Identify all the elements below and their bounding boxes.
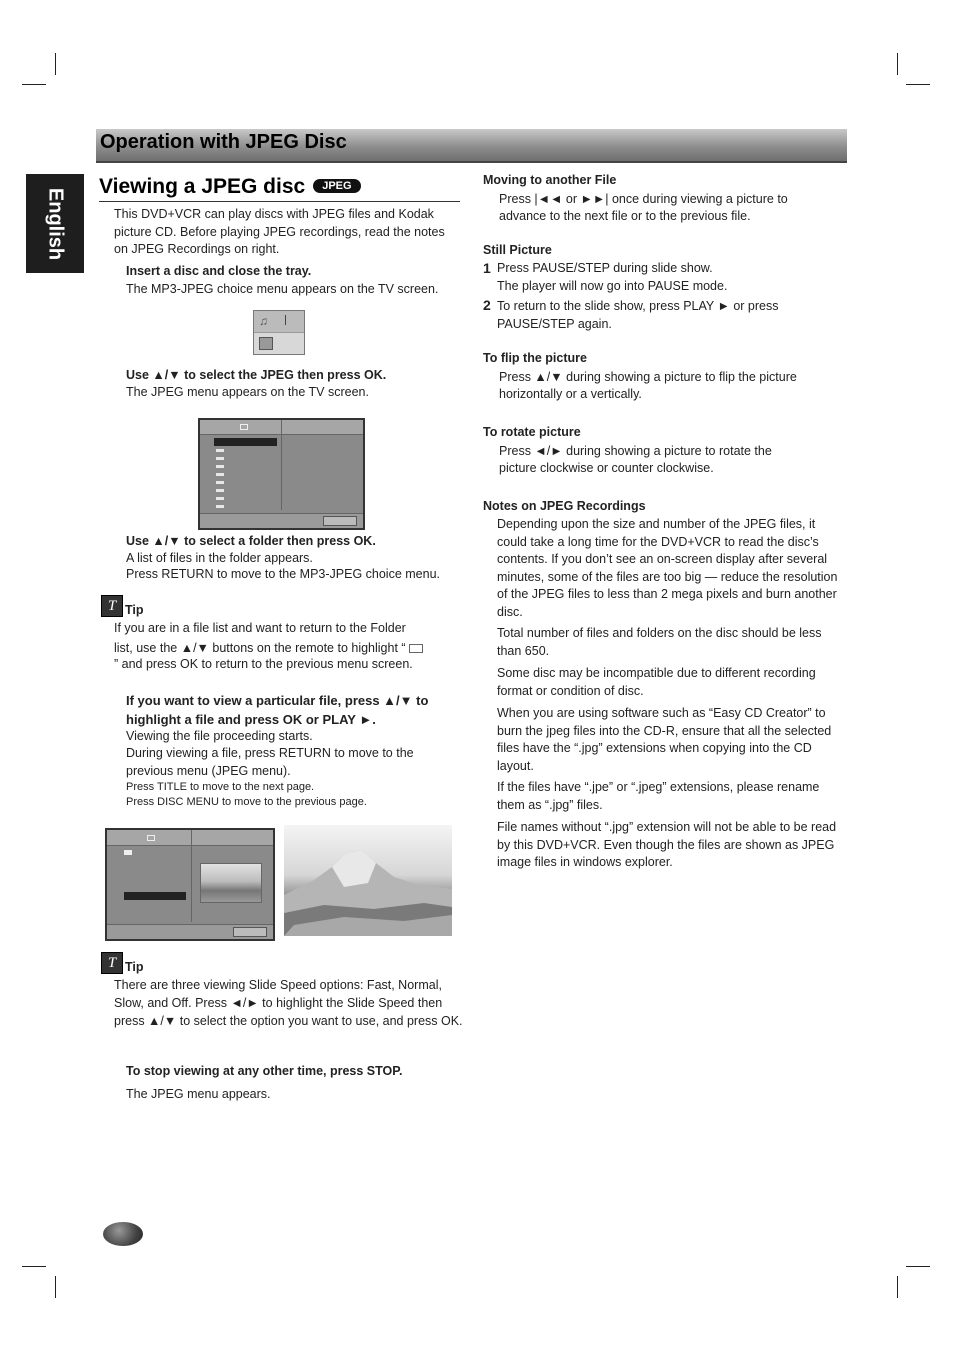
music-option-row (254, 311, 304, 333)
jpeg-badge: JPEG (313, 179, 360, 193)
preview-thumbnail (200, 863, 262, 903)
crop-mark (22, 84, 46, 85)
list-divider (281, 420, 282, 510)
rotate-title: To rotate picture (483, 425, 581, 439)
flip-title: To flip the picture (483, 351, 587, 365)
section-title-text: Viewing a JPEG disc (99, 175, 306, 198)
still-step2: To return to the slide show, press PLAY ► or press PAUSE/STEP again. (497, 299, 779, 331)
tip1-line2-text: list, use the ▲/▼ buttons on the remote to highlight “ (114, 641, 406, 655)
crop-mark (55, 1276, 56, 1298)
page-counter-box (233, 927, 267, 937)
menu-header-strip (107, 830, 273, 846)
tip2-label: Tip (125, 960, 144, 974)
note-4: When you are using software such as “Easy CD Creator” to burn the jpeg files into the CD-R, ensure that all the selected files have the “.jpg” extensions when copying into the CD layout. (497, 706, 832, 773)
list-divider (191, 830, 192, 922)
step4-title1: If you want to view a particular file, press ▲/▼ to (126, 693, 429, 708)
tip1-line3: ” and press OK to return to the previous menu screen. (114, 657, 413, 671)
notes-title: Notes on JPEG Recordings (483, 499, 646, 513)
step5-text: The JPEG menu appears. (126, 1087, 271, 1101)
folder-up-entry (124, 850, 132, 855)
photo-option-row (254, 333, 304, 354)
step4-title2: highlight a file and press OK or PLAY ►. (126, 712, 376, 727)
mountain-illustration (284, 825, 452, 936)
jpeg-menu-screen (198, 418, 365, 530)
step1-title: Insert a disc and close the tray. (126, 264, 312, 278)
still-step2-number: 2 (483, 297, 491, 313)
crop-mark (897, 1276, 898, 1298)
rotate-text: Press ◄/► during showing a picture to rotate the picture clockwise or counter clockwise. (499, 444, 772, 475)
note-5: If the files have “.jpe” or “.jpeg” extensions, please rename them as “.jpg” files. (497, 780, 820, 812)
tip1-line1: If you are in a file list and want to return to the Folder (114, 621, 406, 635)
still-step1a: Press PAUSE/STEP during slide show. (497, 261, 713, 275)
cursor-mark (285, 315, 286, 325)
tip-icon: T (101, 952, 123, 974)
still-step1b: The player will now go into PAUSE mode. (497, 279, 728, 293)
section-title (99, 175, 361, 199)
file-list-screen (105, 828, 275, 941)
crop-mark (906, 84, 930, 85)
step3-text1: A list of files in the folder appears. (126, 551, 313, 565)
step4-text2: During viewing a file, press RETURN to move to the previous menu (JPEG menu). (126, 746, 414, 778)
step4-text1: Viewing the file proceeding starts. (126, 729, 313, 743)
selected-row (214, 438, 277, 446)
tip1-label: Tip (125, 603, 144, 617)
step5-title: To stop viewing at any other time, press STOP. (126, 1064, 403, 1078)
still-step1-number: 1 (483, 260, 491, 276)
language-tab (26, 174, 84, 273)
language-tab-label: English (44, 187, 67, 260)
mp3-jpeg-choice-menu (253, 310, 305, 355)
still-title: Still Picture (483, 243, 552, 257)
note-3: Some disc may be incompatible due to different recording format or condition of disc. (497, 666, 816, 698)
step3-text2: Press RETURN to move to the MP3-JPEG choice menu. (126, 567, 440, 581)
page-counter-box (323, 516, 357, 526)
folder-icon (240, 424, 248, 430)
tip2-text: There are three viewing Slide Speed options: Fast, Normal, Slow, and Off. Press ◄/► to highlight the Slide Speed then press ▲/▼ to select the option you want to use, and press OK. (114, 978, 463, 1028)
crop-mark (55, 53, 56, 75)
folder-up-icon (409, 644, 423, 653)
moving-title: Moving to another File (483, 173, 617, 187)
folder-icon (147, 835, 155, 841)
landscape-photo (284, 825, 452, 936)
selected-file-row (124, 892, 186, 900)
section-divider (99, 201, 460, 202)
note-1: Depending upon the size and number of the JPEG files, it could take a long time for the DVD+VCR to read the disc’s contents. If you don’t see an on-screen display after several minutes, some of the files are too big — reduce the resolution of the JPEG files to less than 2 mega pixels and burn another disc. (497, 517, 838, 619)
crop-mark (897, 53, 898, 75)
flip-text: Press ▲/▼ during showing a picture to flip the picture horizontally or a vertically. (499, 370, 797, 401)
crop-mark (22, 1266, 46, 1267)
step2-text: The JPEG menu appears on the TV screen. (126, 385, 369, 399)
step3-title: Use ▲/▼ to select a folder then press OK. (126, 534, 376, 548)
tip1-line2 (114, 640, 423, 658)
tip-icon: T (101, 595, 123, 617)
step2-title: Use ▲/▼ to select the JPEG then press OK. (126, 368, 387, 382)
step1-text: The MP3-JPEG choice menu appears on the TV screen. (126, 282, 439, 296)
intro-text: This DVD+VCR can play discs with JPEG files and Kodak picture CD. Before playing JPEG recordings, read the notes on JPEG Recordings on right. (114, 207, 445, 256)
page-number-oval (103, 1222, 143, 1246)
step4-small1: Press TITLE to move to the next page. (126, 781, 315, 793)
crop-mark (906, 1266, 930, 1267)
step4-small2: Press DISC MENU to move to the previous page. (126, 796, 367, 808)
music-note-icon: ♫ (259, 314, 268, 328)
photo-icon (259, 337, 273, 350)
note-6: File names without “.jpg” extension will not be able to be read by this DVD+VCR. Even though the files are shown as JPEG image files in windows explorer. (497, 820, 837, 869)
page-title: Operation with JPEG Disc (100, 131, 347, 153)
moving-text: Press |◄◄ or ►►| once during viewing a picture to advance to the next file or to the previous file. (499, 192, 788, 223)
note-2: Total number of files and folders on the disc should be less than 650. (497, 626, 822, 658)
folder-list (216, 449, 224, 509)
